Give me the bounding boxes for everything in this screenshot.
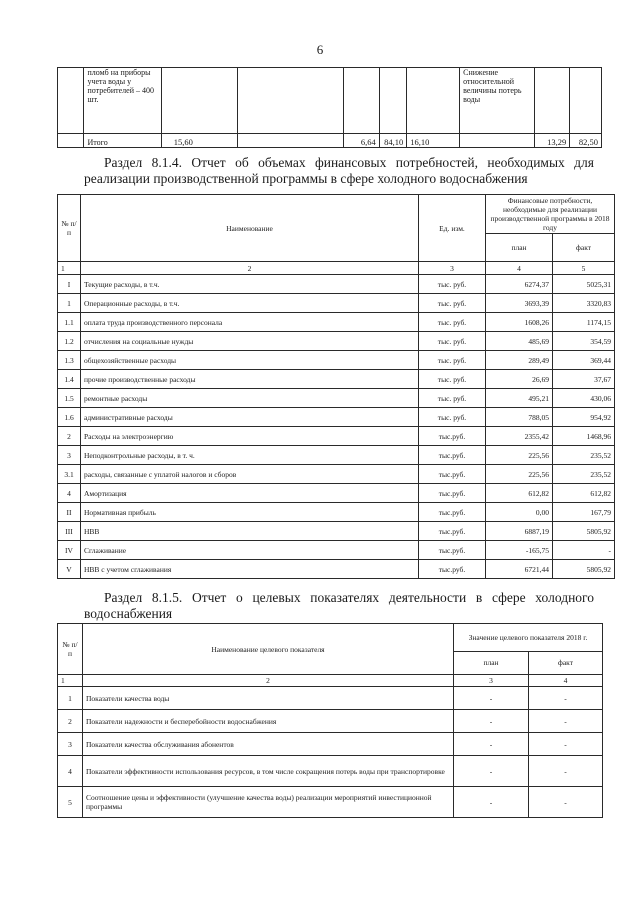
header-indicator-value: Значение целевого показателя 2018 г. [454,624,603,652]
row-unit: тыс.руб. [419,560,486,579]
row-number: 1.6 [58,408,81,427]
row-fact-value: - [529,787,603,818]
header-financial-needs: Финансовые потребности, необходимые для реализации производственной программы в 2018 году [486,195,615,234]
row-number: I [58,275,81,294]
row-fact-value: 5025,31 [553,275,615,294]
table-row [58,503,615,522]
table-index-row: 1 2 3 4 5 [58,262,615,275]
total-value: 15,60 [161,134,237,148]
row-fact-value: 612,82 [553,484,615,503]
row-indicator-name: Показатели надежности и бесперебойности водоснабжения [83,710,454,733]
table-row [58,756,603,787]
row-name: отчисления на социальные нужды [81,332,419,351]
row-number: 3 [58,446,81,465]
row-name: общехозяйственные расходы [81,351,419,370]
row-unit: тыс.руб. [419,465,486,484]
row-name: административные расходы [81,408,419,427]
row-fact-value: 235,52 [553,465,615,484]
header-indicator-name: Наименование целевого показателя [83,624,454,675]
row-name: Сглаживание [81,541,419,560]
table-row [58,687,603,710]
row-fact-value: 430,06 [553,389,615,408]
row-plan-value: 1608,26 [486,313,553,332]
row-fact-value: 369,44 [553,351,615,370]
row-name: оплата труда производственного персонала [81,313,419,332]
row-plan-value: - [454,756,529,787]
row-name: НВВ с учетом сглаживания [81,560,419,579]
row-plan-value: 6887,19 [486,522,553,541]
row-name: Текущие расходы, в т.ч. [81,275,419,294]
row-plan-value: 3693,39 [486,294,553,313]
table-row [58,710,603,733]
row-number: 2 [58,427,81,446]
row-number: 1.1 [58,313,81,332]
row-number: 3.1 [58,465,81,484]
row-unit: тыс.руб. [419,522,486,541]
row-fact-value: 167,79 [553,503,615,522]
row-fact-value: 5805,92 [553,522,615,541]
row-unit: тыс. руб. [419,389,486,408]
row-fact-value: 354,59 [553,332,615,351]
header-num: № п/п [58,624,83,675]
row-unit: тыс.руб. [419,541,486,560]
row-number: 1.2 [58,332,81,351]
row-plan-value: 225,56 [486,465,553,484]
header-name: Наименование [81,195,419,262]
table-row [58,275,615,294]
row-number: 2 [58,710,83,733]
header-fact: факт [553,234,615,262]
table-row [58,389,615,408]
table-row [58,560,615,579]
row-number: IV [58,541,81,560]
row-plan-value: - [454,687,529,710]
row-name: Расходы на электроэнергию [81,427,419,446]
row-number: III [58,522,81,541]
continuation-table [57,67,602,148]
row-number: 1.4 [58,370,81,389]
row-plan-value: 612,82 [486,484,553,503]
row-unit: тыс. руб. [419,275,486,294]
table-row [58,370,615,389]
row-unit: тыс. руб. [419,294,486,313]
total-value: 84,10 [379,134,407,148]
row-number: 4 [58,756,83,787]
indicator-rows [58,687,603,818]
row-number: 3 [58,733,83,756]
table-header-row [58,624,603,652]
row-name: расходы, связанные с уплатой налогов и сборов [81,465,419,484]
row-number: 1 [58,294,81,313]
total-value: 82,50 [570,134,602,148]
row-name: прочие производственные расходы [81,370,419,389]
row-fact-value: 1174,15 [553,313,615,332]
table-row [58,313,615,332]
table-row [58,427,615,446]
row-indicator-name: Показатели качества воды [83,687,454,710]
row-unit: тыс. руб. [419,332,486,351]
row-plan-value: 2355,42 [486,427,553,446]
page-number: 6 [316,42,324,57]
section-heading-8-1-4: Раздел 8.1.4. Отчет об объемах финансовых потребностей, необходимых для реализации производственной программы в сфере холодного водоснабжения [84,155,594,186]
header-fact: факт [529,651,603,674]
row-name: Амортизация [81,484,419,503]
row-plan-value: 6721,44 [486,560,553,579]
total-value: 6,64 [343,134,379,148]
row-fact-value: 37,67 [553,370,615,389]
row-indicator-name: Показатели эффективности использования ресурсов, в том числе сокращения потерь воды при транспортировке [83,756,454,787]
table-row [58,522,615,541]
row-fact-value: - [529,687,603,710]
row-unit: тыс.руб. [419,446,486,465]
table-row [58,484,615,503]
continuation-note: Снижение относительной величины потерь воды [460,68,535,134]
row-plan-value: 0,00 [486,503,553,522]
row-number: II [58,503,81,522]
row-plan-value: -165,75 [486,541,553,560]
row-name: Нормативная прибыль [81,503,419,522]
header-unit: Ед. изм. [419,195,486,262]
row-unit: тыс. руб. [419,408,486,427]
total-value: 16,10 [407,134,460,148]
total-value: 13,29 [535,134,570,148]
total-label: Итого [84,134,161,148]
row-fact-value: 1468,96 [553,427,615,446]
row-fact-value: 954,92 [553,408,615,427]
table-row [58,294,615,313]
row-plan-value: 485,69 [486,332,553,351]
row-unit: тыс. руб. [419,351,486,370]
row-fact-value: 235,52 [553,446,615,465]
row-indicator-name: Соотношение цены и эффективности (улучшение качества воды) реализации мероприятий инвестиционной программы [83,787,454,818]
row-name: ремонтные расходы [81,389,419,408]
row-unit: тыс.руб. [419,427,486,446]
row-unit: тыс.руб. [419,484,486,503]
table-row [58,465,615,484]
row-plan-value: - [454,710,529,733]
row-plan-value: 495,21 [486,389,553,408]
target-indicators-table [57,623,603,818]
row-plan-value: - [454,733,529,756]
table-row [58,351,615,370]
row-fact-value: 5805,92 [553,560,615,579]
row-fact-value: 3320,83 [553,294,615,313]
row-plan-value: 289,49 [486,351,553,370]
header-plan: план [454,651,529,674]
header-num: № п/п [58,195,81,262]
row-unit: тыс. руб. [419,370,486,389]
table-row [58,68,602,134]
row-fact-value: - [553,541,615,560]
table-row [58,408,615,427]
row-name: Операционные расходы, в т.ч. [81,294,419,313]
section-heading-8-1-5: Раздел 8.1.5. Отчет о целевых показателях деятельности в сфере холодного водоснабжения [84,590,594,621]
row-name: Неподконтрольные расходы, в т. ч. [81,446,419,465]
table-row [58,541,615,560]
table-row [58,787,603,818]
row-number: 1 [58,687,83,710]
row-number: 1.3 [58,351,81,370]
row-plan-value: 26,69 [486,370,553,389]
table-row [58,446,615,465]
row-fact-value: - [529,733,603,756]
table-row-total [58,134,602,148]
table-header-row [58,195,615,234]
row-indicator-name: Показатели качества обслуживания абонентов [83,733,454,756]
row-fact-value: - [529,710,603,733]
financial-needs-table [57,194,615,579]
row-number: 5 [58,787,83,818]
row-unit: тыс. руб. [419,313,486,332]
row-number: V [58,560,81,579]
row-fact-value: - [529,756,603,787]
row-plan-value: 788,05 [486,408,553,427]
financial-rows [58,275,615,579]
header-plan: план [486,234,553,262]
row-number: 4 [58,484,81,503]
row-unit: тыс.руб. [419,503,486,522]
row-name: НВВ [81,522,419,541]
row-plan-value: 225,56 [486,446,553,465]
row-plan-value: 6274,37 [486,275,553,294]
row-plan-value: - [454,787,529,818]
table-index-row: 1 2 3 4 [58,675,603,687]
row-number: 1.5 [58,389,81,408]
continuation-text: пломб на приборы учета воды у потребителей – 400 шт. [84,68,161,134]
table-row [58,332,615,351]
table-row [58,733,603,756]
